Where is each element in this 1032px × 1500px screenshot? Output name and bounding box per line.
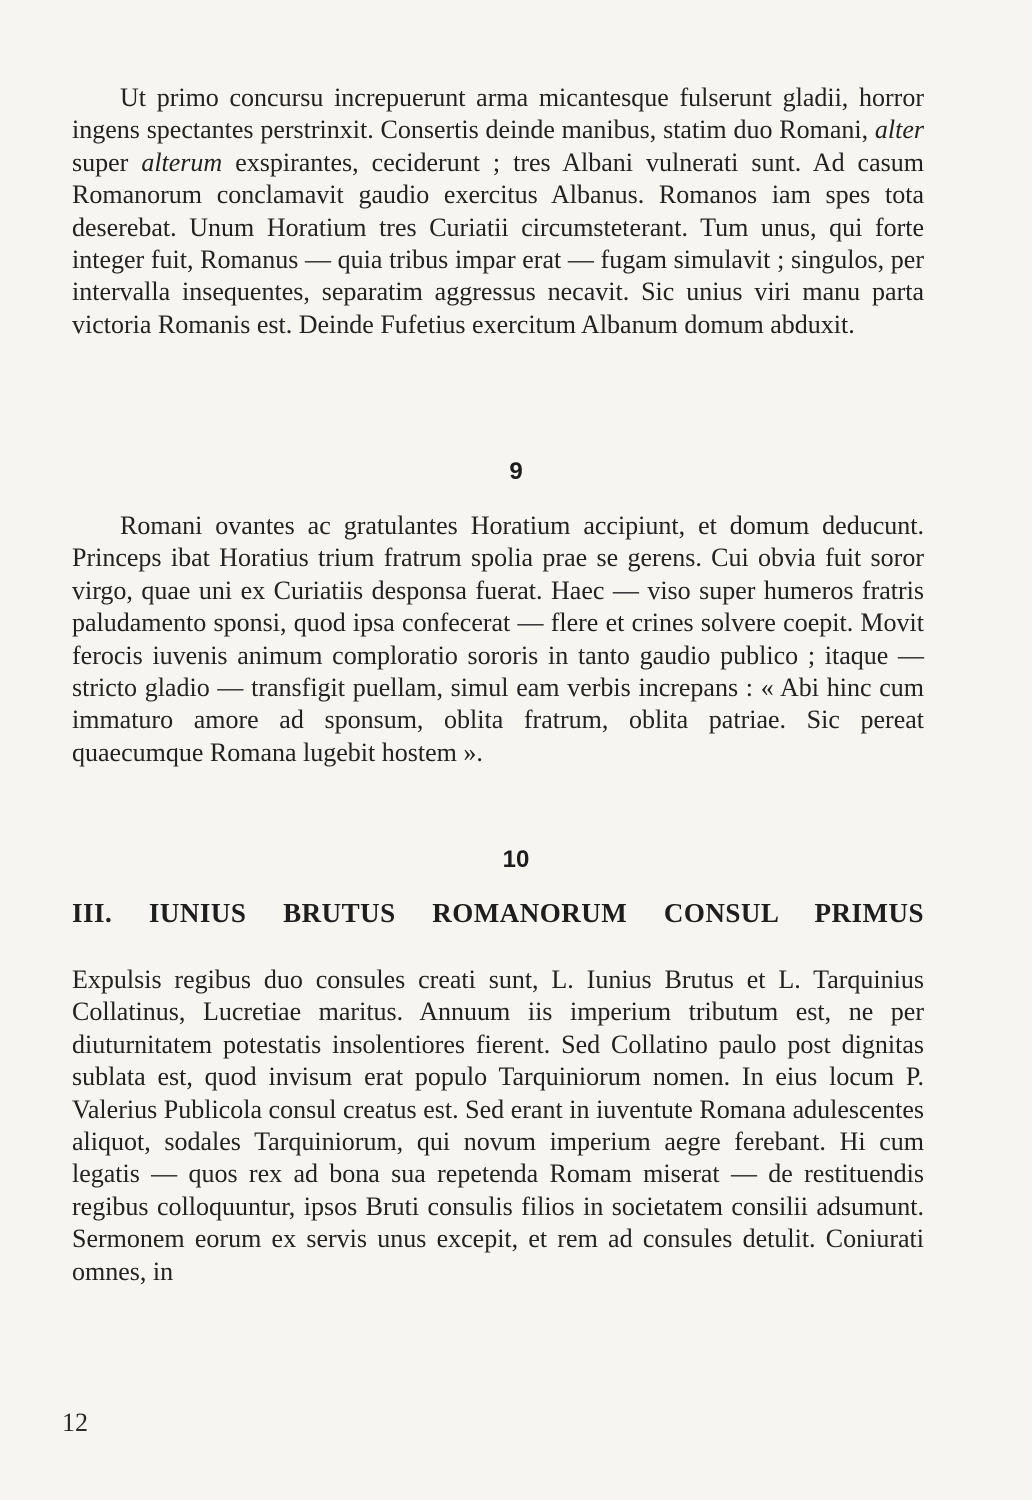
paragraph-text: Ut primo concursu increpuerunt arma micantesque fulserunt gladii, horror ingens spectantes perstrinxit. Consertis deinde manibus, statim duo Romani, — [72, 83, 924, 145]
italic-word: alterum — [141, 147, 223, 177]
chapter-heading: III. IUNIUS BRUTUS ROMANORUM CONSUL PRIMUS — [72, 898, 924, 928]
paragraph-text: exspirantes, ceciderunt ; tres Albani vulnerati sunt. Ad casum Romanorum conclamavit gaudio exercitus Albanus. Romanos iam spes tota deserebat. Unum Horatium tres Curiatii circumsteterant. Tum unus, qui forte integer fuit, Romanus — quia tribus impar erat — fugam simulavit ; singulos, per intervalla insequentes, separatim aggressus necavit. Sic unius viri manu parta victoria Romanis est. Deinde Fufetius exercitum Albanum domum abduxit. — [72, 147, 924, 339]
section-number-10: 10 — [502, 846, 530, 873]
page-number: 12 — [62, 1408, 88, 1437]
paragraph-brutus-consul: Expulsis regibus duo consules creati sunt, L. Iunius Brutus et L. Tarquinius Collatinus, Lucretiae maritus. Annuum iis imperium tributum est, ne per diuturnitatem potestatis insolentiores fierent. Sed Collatino paulo post dignitas sublata est, quod invisum erat populo Tarquiniorum nomen. In eius locum P. Valerius Publicola consul creatus est. Sed erant in iuventute Romana adulescentes aliquot, sodales Tarquiniorum, qui novum imperium aegre ferebant. Hi cum legatis — quos rex ad bona sua repetenda Romam miserat — de restituendis regibus colloquuntur, ipsos Bruti consulis filios in societatem consilii adsumunt. Sermonem eorum ex servis unus excepit, et rem ad consules detulit. Coniurati omnes, in — [72, 965, 924, 1286]
paragraph-horatii-combat — [72, 82, 924, 341]
italic-word: alter — [874, 115, 924, 145]
paragraph-text: super — [72, 147, 142, 177]
section-number-9: 9 — [509, 458, 523, 485]
paragraph-horatius-sister: Romani ovantes ac gratulantes Horatium accipiunt, et domum deducunt. Princeps ibat Horatius trium fratrum spolia prae se gerens. Cui obvia fuit soror virgo, quae uni ex Curiatiis desponsa fuerat. Haec — viso super humeros fratris paludamento sponsi, quod ipsa confecerat — flere et crines solvere coepit. Movit ferocis iuvenis animum comploratio sororis in tanto gaudio publico ; itaque — stricto gladio — transfigit puellam, simul eam verbis increpans : « Abi hinc cum immaturo amore ad sponsum, oblita fratrum, oblita patriae. Sic pereat quaecumque Romana lugebit hostem ». — [72, 511, 924, 767]
